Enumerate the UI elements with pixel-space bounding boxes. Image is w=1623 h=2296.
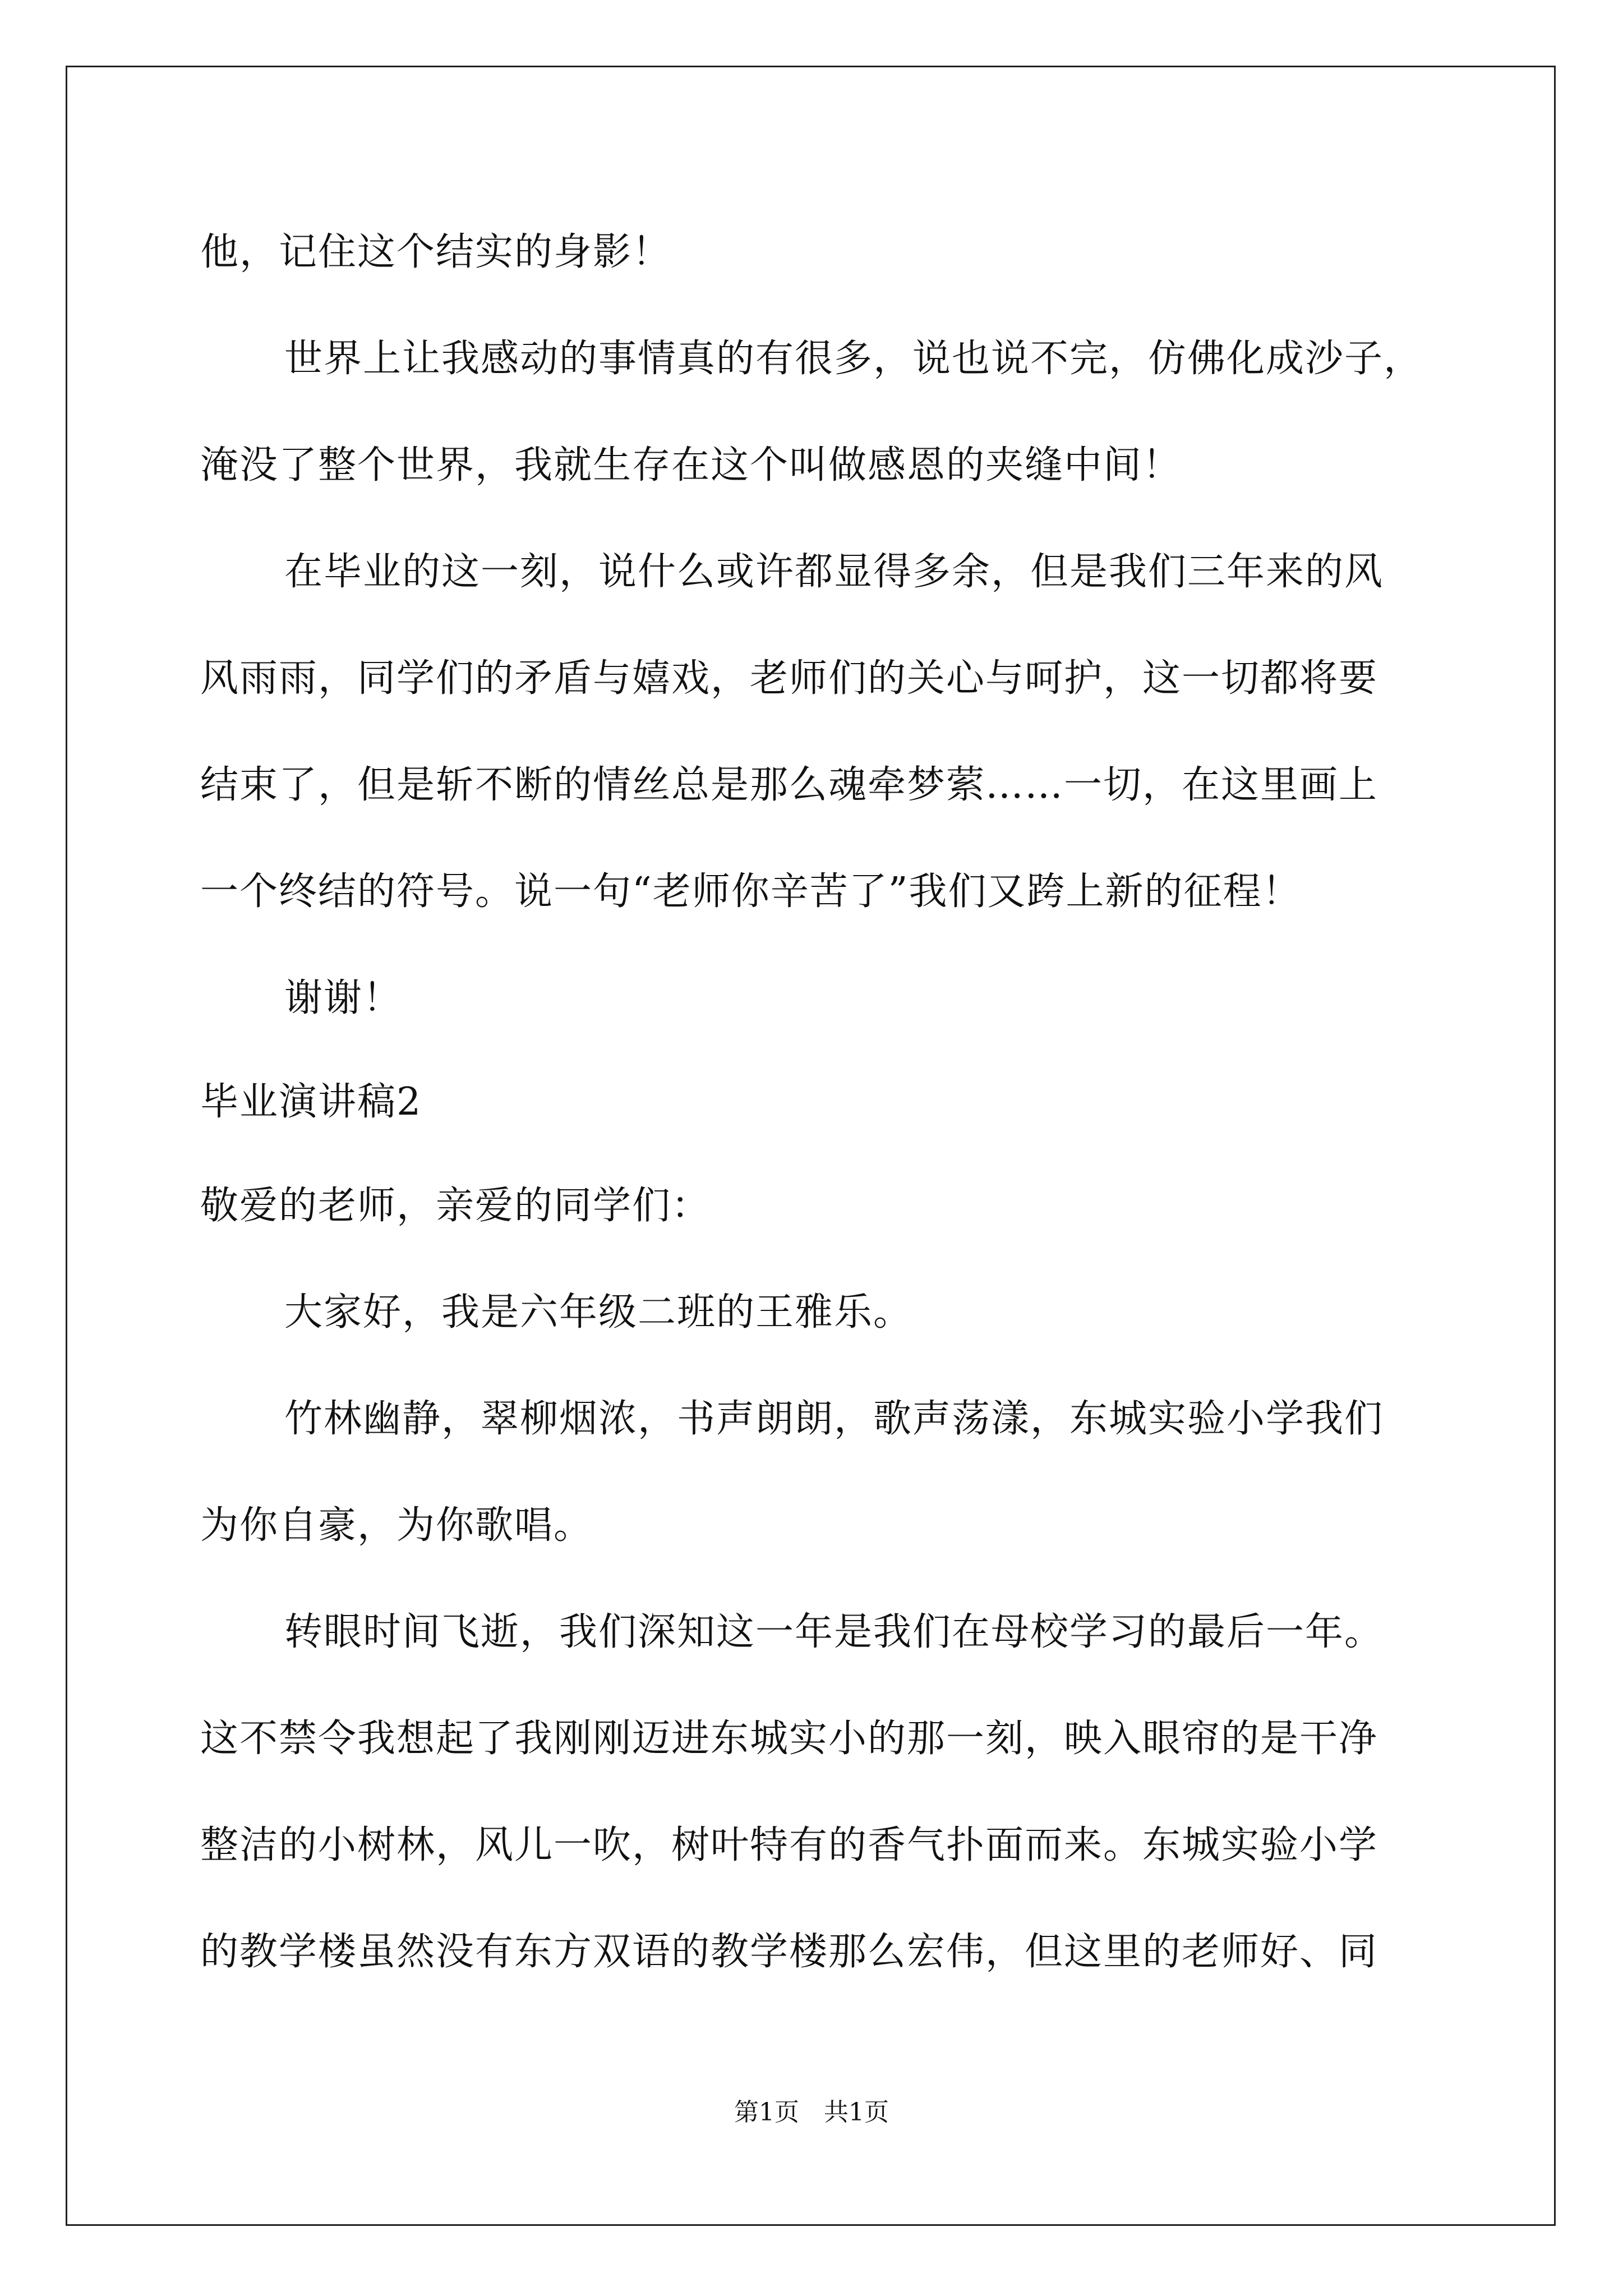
body-line: 整洁的小树林，风儿一吹，树叶特有的香气扑面而来。东城实验小学 xyxy=(200,1823,1378,1867)
body-line: 世界上让我感动的事情真的有很多，说也说不完，仿佛化成沙子， xyxy=(284,337,1423,381)
body-line: 他，记住这个结实的身影！ xyxy=(200,230,672,274)
section-heading: 毕业演讲稿2 xyxy=(200,1080,422,1124)
body-line: 大家好，我是六年级二班的王雅乐。 xyxy=(284,1290,913,1335)
body-line: 结束了，但是斩不断的情丝总是那么魂牵梦萦……一切，在这里画上 xyxy=(200,763,1378,807)
body-line: 一个终结的符号。说一句“老师你辛苦了”我们又跨上新的征程！ xyxy=(200,869,1302,914)
body-line: 在毕业的这一刻，说什么或许都显得多余，但是我们三年来的风 xyxy=(284,550,1384,594)
body-line: 的教学楼虽然没有东方双语的教学楼那么宏伟，但这里的老师好、同 xyxy=(200,1930,1378,1974)
body-line: 竹林幽静，翠柳烟浓，书声朗朗，歌声荡漾，东城实验小学我们 xyxy=(284,1397,1384,1441)
body-line: 淹没了整个世界，我就生存在这个叫做感恩的夹缝中间！ xyxy=(200,443,1182,487)
body-line: 这不禁令我想起了我刚刚迈进东城实小的那一刻，映入眼帘的是干净 xyxy=(200,1717,1378,1761)
page-number-footer: 第1页 共1页 xyxy=(734,2098,889,2127)
body-line: 转眼时间飞逝，我们深知这一年是我们在母校学习的最后一年。 xyxy=(284,1610,1384,1654)
page-border xyxy=(66,66,1556,2226)
body-line: 为你自豪，为你歌唱。 xyxy=(200,1503,593,1548)
body-line: 风雨雨，同学们的矛盾与嬉戏，老师们的关心与呵护，这一切都将要 xyxy=(200,656,1378,701)
salutation: 敬爱的老师，亲爱的同学们： xyxy=(200,1184,711,1228)
body-line: 谢谢！ xyxy=(284,976,403,1020)
